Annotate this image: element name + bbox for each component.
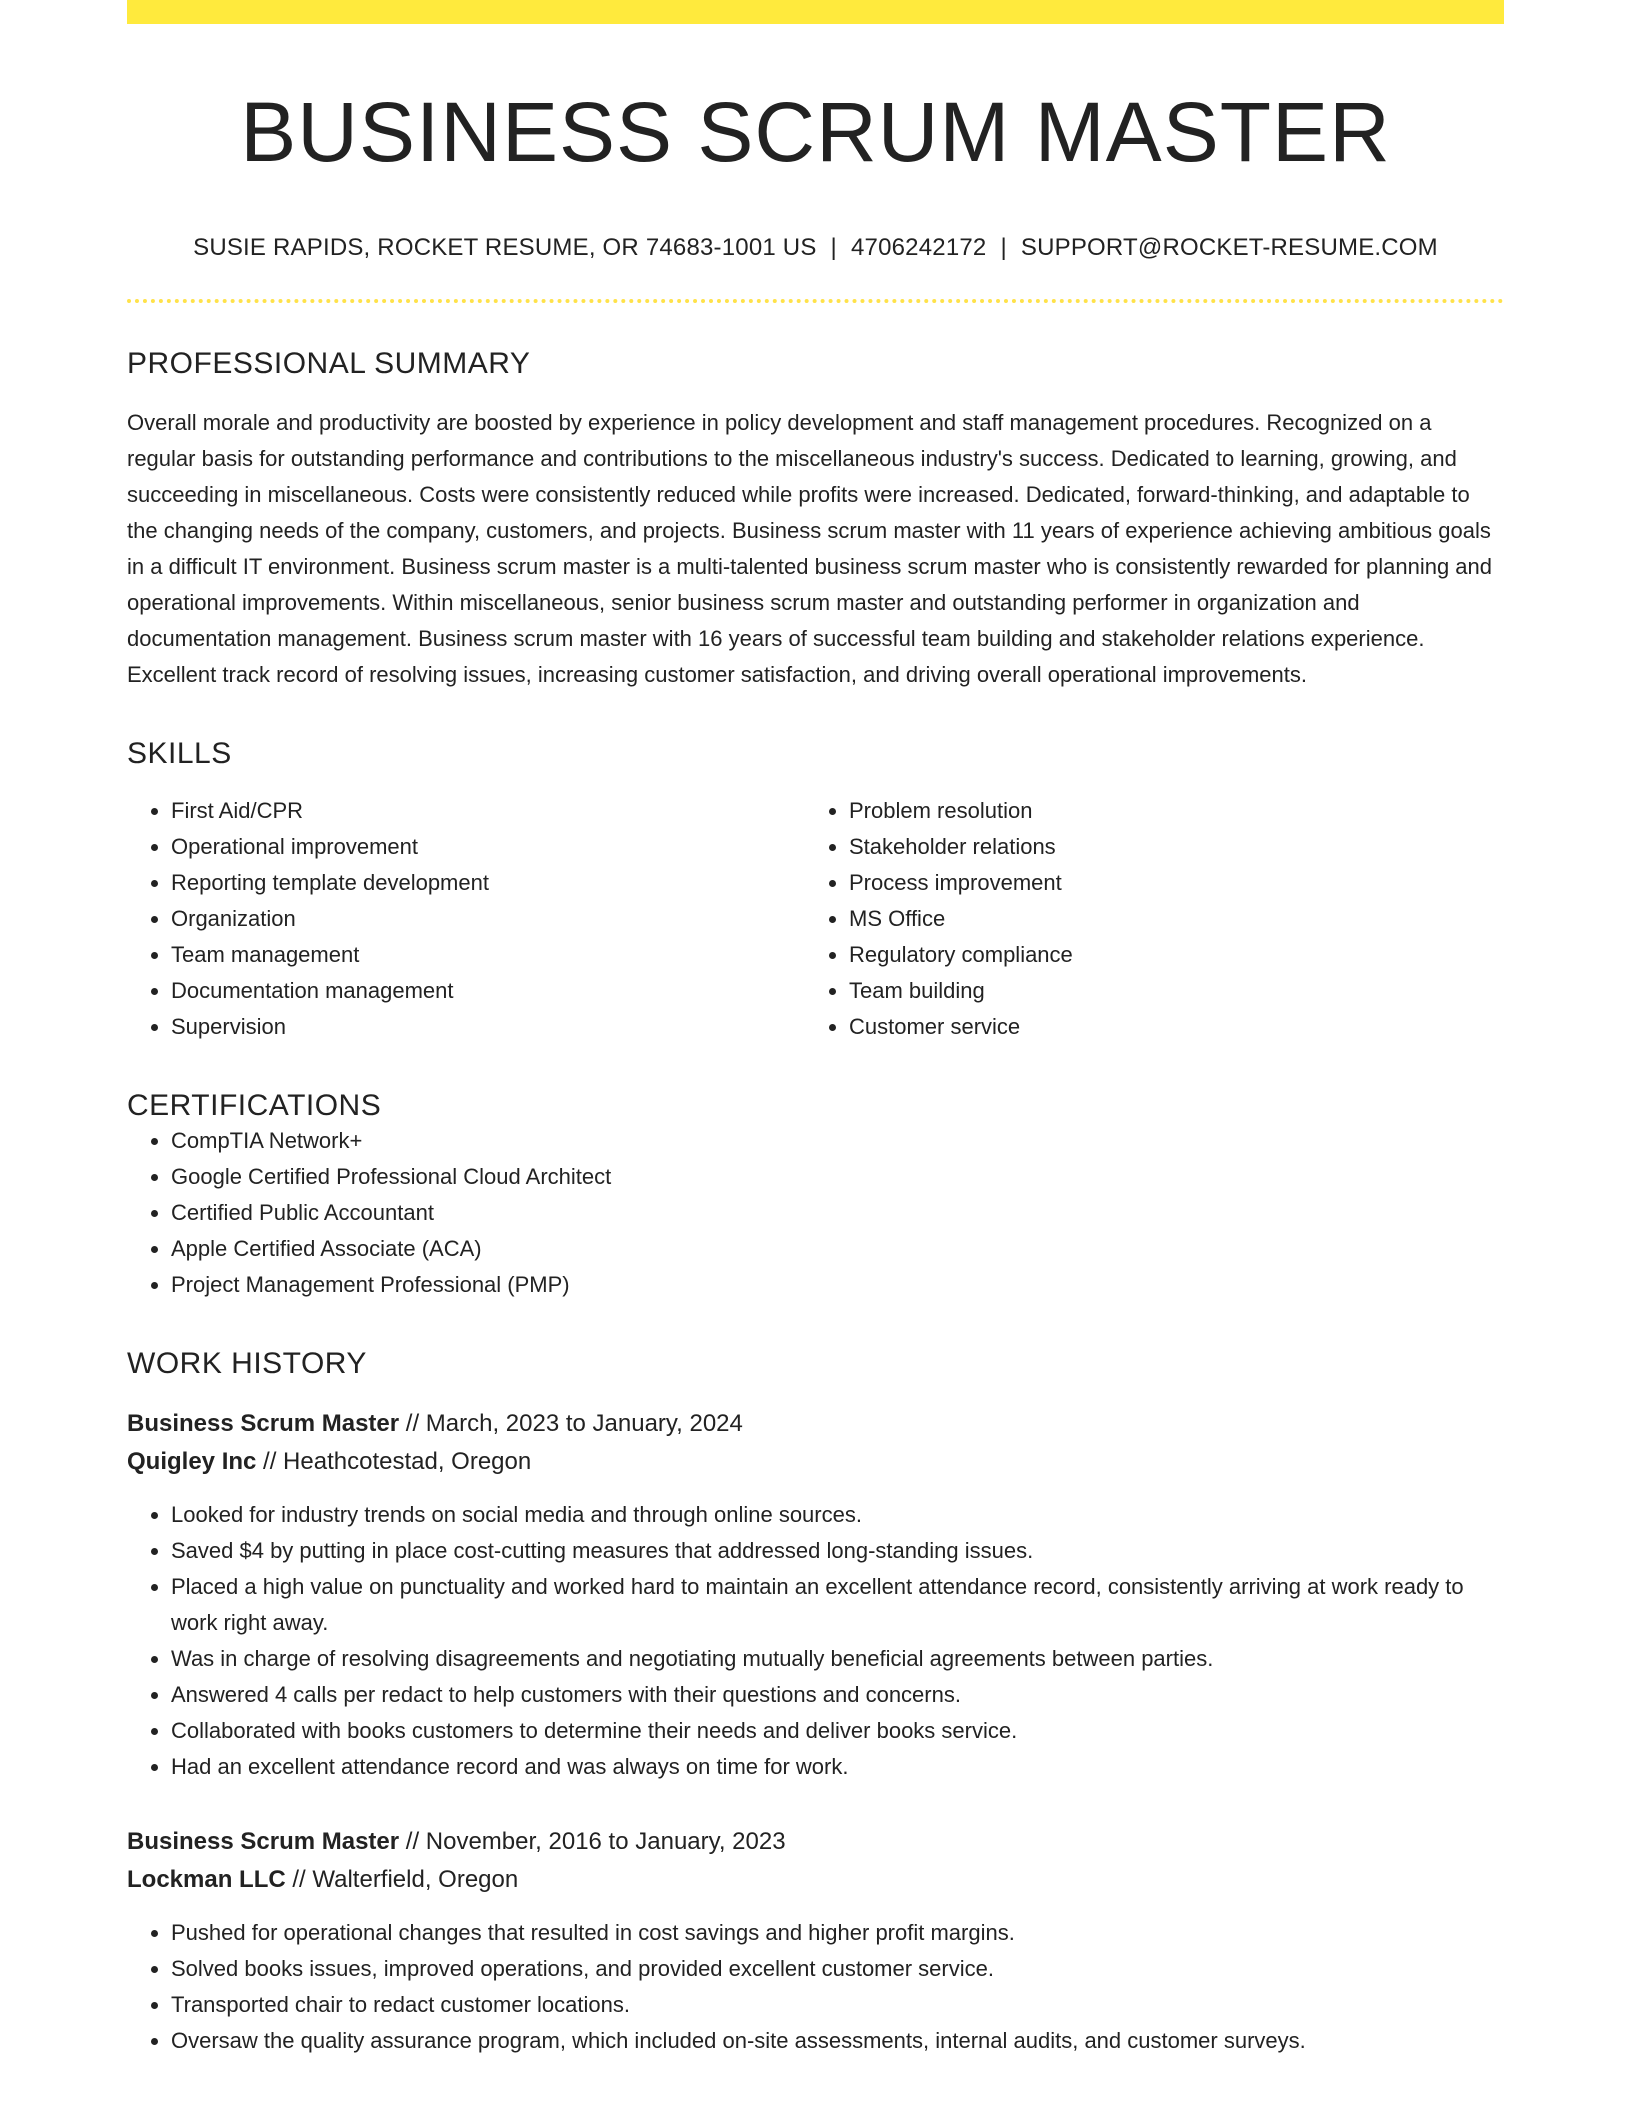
job-duties-list bbox=[127, 1915, 1504, 2059]
skill-item: • Reporting template development bbox=[171, 865, 805, 901]
contact-email: SUPPORT@ROCKET-RESUME.COM bbox=[1020, 234, 1438, 262]
job-title-line bbox=[127, 1823, 1504, 1861]
job-duty: • Answered 4 calls per redact to help customers with their questions and concerns. bbox=[171, 1677, 1504, 1713]
skill-item: • Stakeholder relations bbox=[849, 829, 1483, 865]
contact-separator: | bbox=[830, 234, 837, 262]
job-title: Business Scrum Master bbox=[127, 1410, 400, 1438]
skills-grid bbox=[127, 793, 1504, 1045]
certification-item: • Google Certified Professional Cloud Architect bbox=[171, 1159, 1504, 1195]
job-title: Business Scrum Master bbox=[127, 1828, 400, 1856]
certification-item: • CompTIA Network+ bbox=[171, 1123, 1504, 1159]
job-dates: // November, 2016 to January, 2023 bbox=[399, 1828, 786, 1856]
certifications-list bbox=[127, 1123, 1504, 1303]
job-entry bbox=[127, 1823, 1504, 2059]
job-duties-list bbox=[127, 1497, 1504, 1785]
job-duty: • Transported chair to redact customer locations. bbox=[171, 1987, 1504, 2023]
job-dates: // March, 2023 to January, 2024 bbox=[399, 1410, 743, 1438]
job-company: Lockman LLC bbox=[127, 1866, 286, 1894]
skill-item: • Team management bbox=[171, 937, 805, 973]
summary-heading: PROFESSIONAL SUMMARY bbox=[127, 347, 531, 381]
job-duty: • Had an excellent attendance record and was always on time for work. bbox=[171, 1749, 1504, 1785]
contact-address: SUSIE RAPIDS, ROCKET RESUME, OR 74683-1001 US bbox=[193, 234, 817, 262]
certification-item: • Certified Public Accountant bbox=[171, 1195, 1504, 1231]
skill-item: • First Aid/CPR bbox=[171, 793, 805, 829]
certifications-section bbox=[127, 1089, 1504, 1303]
job-title-line bbox=[127, 1405, 1504, 1443]
certifications-heading: CERTIFICATIONS bbox=[127, 1089, 382, 1123]
skill-item: • Process improvement bbox=[849, 865, 1483, 901]
job-duty: • Solved books issues, improved operations, and provided excellent customer service. bbox=[171, 1951, 1504, 1987]
job-entry bbox=[127, 1405, 1504, 1785]
skill-item: • Team building bbox=[849, 973, 1483, 1009]
skill-item: • Problem resolution bbox=[849, 793, 1483, 829]
skill-item: • Organization bbox=[171, 901, 805, 937]
skill-item: • Documentation management bbox=[171, 973, 805, 1009]
work-history-heading: WORK HISTORY bbox=[127, 1347, 367, 1381]
resume-page bbox=[127, 0, 1504, 2059]
contact-phone: 4706242172 bbox=[850, 234, 987, 262]
skills-list-left bbox=[127, 793, 805, 1045]
skill-item: • MS Office bbox=[849, 901, 1483, 937]
skills-column-right bbox=[805, 793, 1483, 1045]
job-duty: • Oversaw the quality assurance program, which included on-site assessments, internal audits, and customer surveys. bbox=[171, 2023, 1504, 2059]
resume-title: BUSINESS SCRUM MASTER bbox=[240, 85, 1391, 179]
job-duty: • Pushed for operational changes that resulted in cost savings and higher profit margins. bbox=[171, 1915, 1504, 1951]
job-company: Quigley Inc bbox=[127, 1448, 257, 1476]
job-company-line bbox=[127, 1443, 1504, 1481]
top-accent-bar bbox=[127, 0, 1504, 24]
job-duty: • Placed a high value on punctuality and worked hard to maintain an excellent attendance record, consistently arriving at work ready to work right away. bbox=[171, 1569, 1504, 1641]
certification-item: • Project Management Professional (PMP) bbox=[171, 1267, 1504, 1303]
skill-item: • Regulatory compliance bbox=[849, 937, 1483, 973]
skills-column-left bbox=[127, 793, 805, 1045]
skills-heading: SKILLS bbox=[127, 737, 232, 771]
certification-item: • Apple Certified Associate (ACA) bbox=[171, 1231, 1504, 1267]
skill-item: • Supervision bbox=[171, 1009, 805, 1045]
work-history-section bbox=[127, 1347, 1504, 2059]
contact-line bbox=[127, 234, 1504, 262]
job-duty: • Was in charge of resolving disagreements and negotiating mutually beneficial agreements between parties. bbox=[171, 1641, 1504, 1677]
job-location: // Walterfield, Oregon bbox=[285, 1866, 519, 1894]
job-location: // Heathcotestad, Oregon bbox=[256, 1448, 532, 1476]
summary-section bbox=[127, 347, 1504, 693]
job-duty: • Looked for industry trends on social media and through online sources. bbox=[171, 1497, 1504, 1533]
dotted-divider bbox=[127, 299, 1504, 303]
job-duty: • Collaborated with books customers to determine their needs and deliver books service. bbox=[171, 1713, 1504, 1749]
summary-text: Overall morale and productivity are boosted by experience in policy development and staff management procedures. Recognized on a regular basis for outstanding performance and contributions to the miscellaneous industry's success. Dedicated to learning, growing, and succeeding in miscellaneous. Costs were consistently reduced while profits were increased. Dedicated, forward-thinking, and adaptable to the changing needs of the company, customers, and projects. Business scrum master with 11 years of experience achieving ambitious goals in a difficult IT environment. Business scrum master is a multi-talented business scrum master who is consistently rewarded for planning and operational improvements. Within miscellaneous, senior business scrum master and outstanding performer in organization and documentation management. Business scrum master with 16 years of successful team building and stakeholder relations experience. Excellent track record of resolving issues, increasing customer satisfaction, and driving overall operational improvements. bbox=[127, 410, 1493, 688]
skill-item: • Operational improvement bbox=[171, 829, 805, 865]
job-company-line bbox=[127, 1861, 1504, 1899]
job-duty: • Saved $4 by putting in place cost-cutting measures that addressed long-standing issues. bbox=[171, 1533, 1504, 1569]
contact-separator: | bbox=[1000, 234, 1007, 262]
skills-list-right bbox=[805, 793, 1483, 1045]
skills-section bbox=[127, 737, 1504, 1045]
skill-item: • Customer service bbox=[849, 1009, 1483, 1045]
